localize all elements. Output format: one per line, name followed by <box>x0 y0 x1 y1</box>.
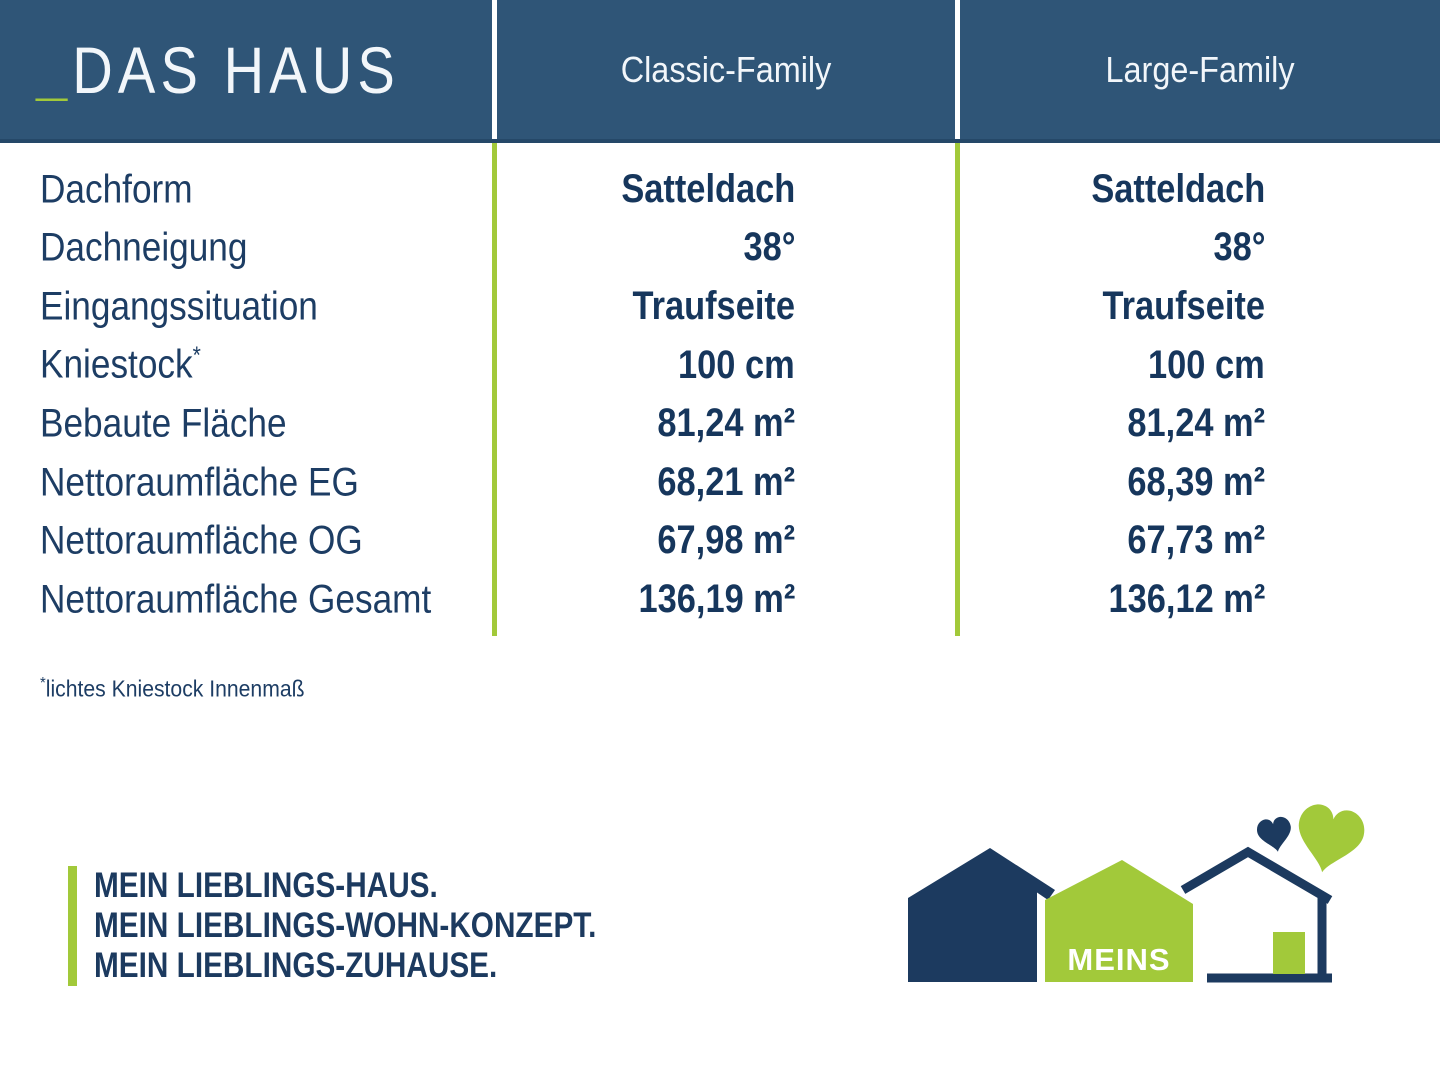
heart-green-icon <box>1290 801 1365 879</box>
house-outline-icon <box>1183 852 1332 978</box>
header-title-cell <box>0 0 492 139</box>
slogan-line: MEIN LIEBLINGS-HAUS. <box>94 866 438 905</box>
row-value-large: 136,12 m² <box>1108 576 1265 621</box>
column-header-large: Large-Family <box>1105 48 1295 90</box>
table-row <box>0 160 1440 219</box>
table-row <box>0 394 1440 453</box>
row-value-classic: Satteldach <box>621 166 795 211</box>
row-label: Nettoraumfläche Gesamt <box>40 577 432 622</box>
footnote <box>40 668 328 704</box>
row-label: Dachneigung <box>40 225 248 270</box>
meins-logo <box>905 798 1365 998</box>
row-label: Nettoraumfläche OG <box>40 518 363 563</box>
heart-navy-icon <box>1255 815 1294 854</box>
row-label: Bebaute Fläche <box>40 401 287 446</box>
row-value-classic: 100 cm <box>678 342 795 387</box>
row-label: Kniestock <box>40 342 193 387</box>
row-value-classic: Traufseite <box>632 283 795 328</box>
row-label: Nettoraumfläche EG <box>40 459 359 504</box>
row-label: Eingangssituation <box>40 284 318 329</box>
row-value-classic: 67,98 m² <box>657 518 795 563</box>
row-value-large: Traufseite <box>1102 283 1265 328</box>
table-row: Kniestock* 100 cm 100 cm <box>40 342 1265 387</box>
footnote-text: lichtes Kniestock Innenmaß <box>45 675 305 702</box>
row-label: Dachform <box>40 166 193 211</box>
table-row <box>0 219 1440 278</box>
spec-table <box>0 160 1440 629</box>
row-value-classic: 38° <box>742 225 795 270</box>
slogan-line: MEIN LIEBLINGS-ZUHAUSE. <box>94 946 498 985</box>
column-header-classic: Classic-Family <box>620 48 832 90</box>
page-title: DAS HAUS <box>72 32 400 107</box>
table-row <box>0 277 1440 336</box>
row-value-large: 100 cm <box>1148 342 1265 387</box>
row-value-large: 67,73 m² <box>1127 518 1265 563</box>
row-value-large: 68,39 m² <box>1127 459 1265 504</box>
door-icon <box>1273 932 1305 974</box>
row-value-large: 38° <box>1212 225 1265 270</box>
row-value-large: 81,24 m² <box>1127 401 1265 446</box>
table-row <box>0 512 1440 571</box>
row-value-large: Satteldach <box>1091 166 1265 211</box>
slogan-line: MEIN LIEBLINGS-WOHN-KONZEPT. <box>94 906 597 945</box>
header-bar <box>0 0 1440 143</box>
title-underscore: _ <box>36 32 73 107</box>
row-value-classic: 68,21 m² <box>657 459 795 504</box>
row-value-classic: 81,24 m² <box>657 401 795 446</box>
logo-meins-text: MEINS <box>1067 942 1171 977</box>
footnote-marker: * <box>40 674 46 692</box>
table-row <box>0 570 1440 629</box>
row-value-classic: 136,19 m² <box>638 576 795 621</box>
slogan-block <box>68 866 685 986</box>
table-row <box>0 453 1440 512</box>
house-dark-icon <box>908 848 1055 982</box>
